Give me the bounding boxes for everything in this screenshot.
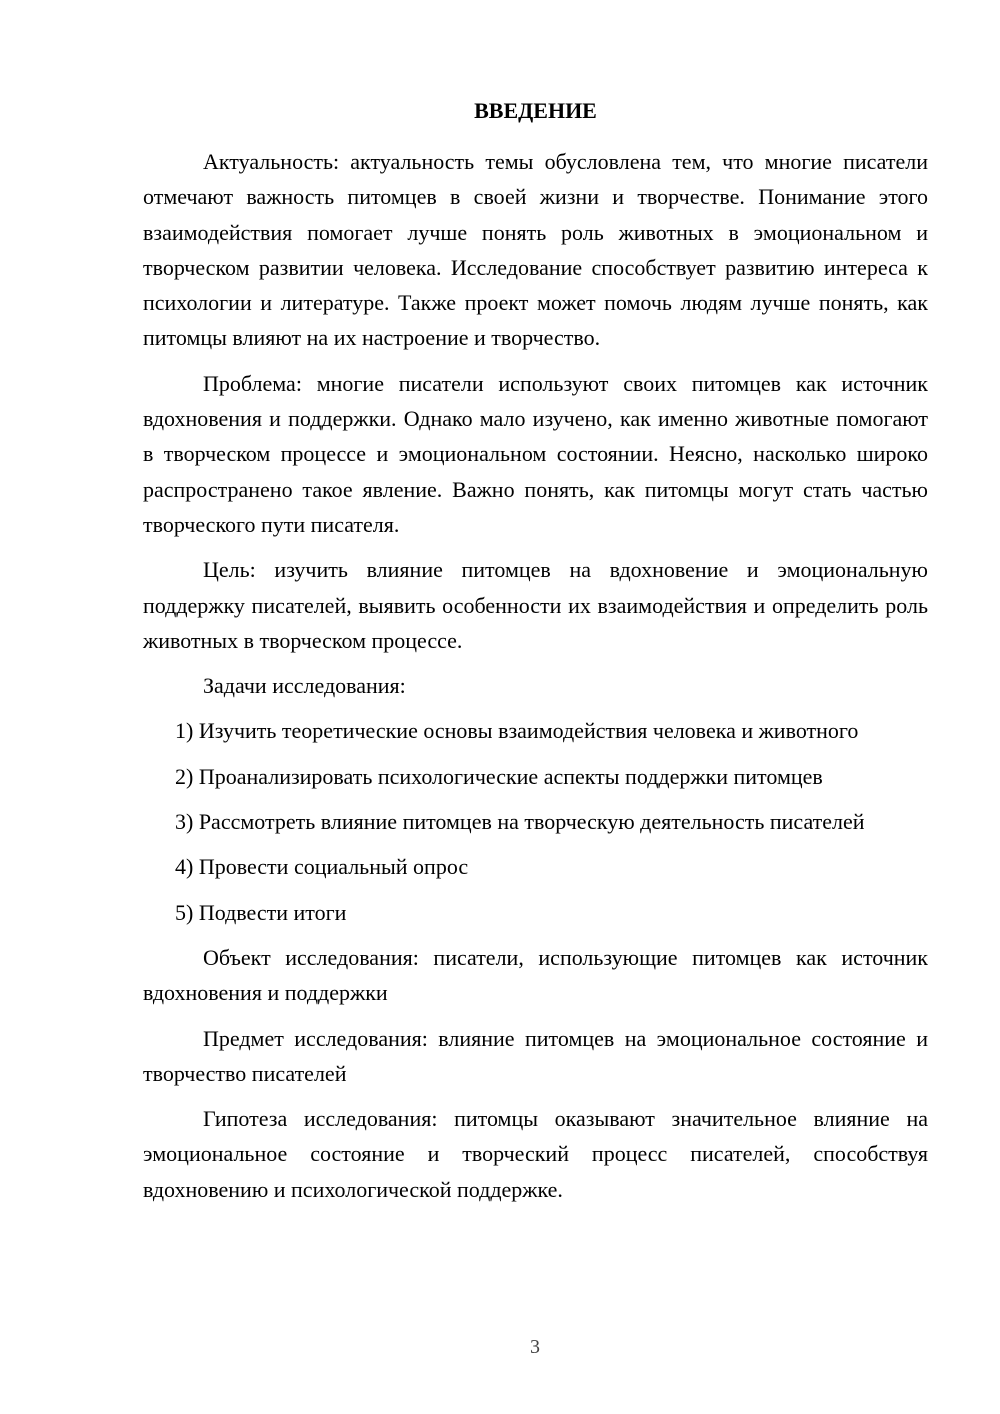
hypothesis-paragraph: Гипотеза исследования: питомцы оказывают значительное влияние на эмоциональное состояние и творческий процесс писателей, способствуя вдохновению и психологической поддержке. — [143, 1106, 928, 1202]
goal-paragraph: Цель: изучить влияние питомцев на вдохновение и эмоциональную поддержку писателей, выявить особенности их взаимодействия и определить роль животных в творческом процессе. — [143, 557, 928, 653]
page-number: 3 — [530, 1336, 540, 1358]
task-item: 3) Рассмотреть влияние питомцев на творческую деятельность писателей — [175, 809, 865, 835]
task-item: 2) Проанализировать психологические аспекты поддержки питомцев — [175, 763, 823, 789]
problem-paragraph: Проблема: многие писатели используют своих питомцев как источник вдохновения и поддержки. Однако мало изучено, как именно животные помогают в творческом процессе и эмоциональном состоянии. Неясно, насколько широко распространено такое явление. Важно понять, как питомцы могут стать частью творческого пути писателя. — [143, 370, 928, 537]
subject-paragraph: Предмет исследования: влияние питомцев на эмоциональное состояние и творчество писателей — [143, 1025, 928, 1086]
task-item: 1) Изучить теоретические основы взаимодействия человека и животного — [175, 718, 859, 744]
page-content — [143, 96, 928, 1217]
tasks-title: Задачи исследования: — [203, 673, 406, 699]
relevance-paragraph: Актуальность: актуальность темы обусловлена тем, что многие писатели отмечают важность питомцев в своей жизни и творчестве. Понимание этого взаимодействия помогает лучше понять роль животных в эмоциональном и творческом развитии человека. Исследование способствует развитию интереса к психологии и литературе. Также проект может помочь людям лучше понять, как питомцы влияют на их настроение и творчество. — [143, 149, 928, 351]
task-item: 5) Подвести итоги — [175, 899, 347, 925]
section-heading: ВВЕДЕНИЕ — [474, 98, 597, 123]
object-paragraph: Объект исследования: писатели, использующие питомцев как источник вдохновения и поддержки — [143, 944, 928, 1006]
task-item: 4) Провести социальный опрос — [175, 854, 469, 880]
